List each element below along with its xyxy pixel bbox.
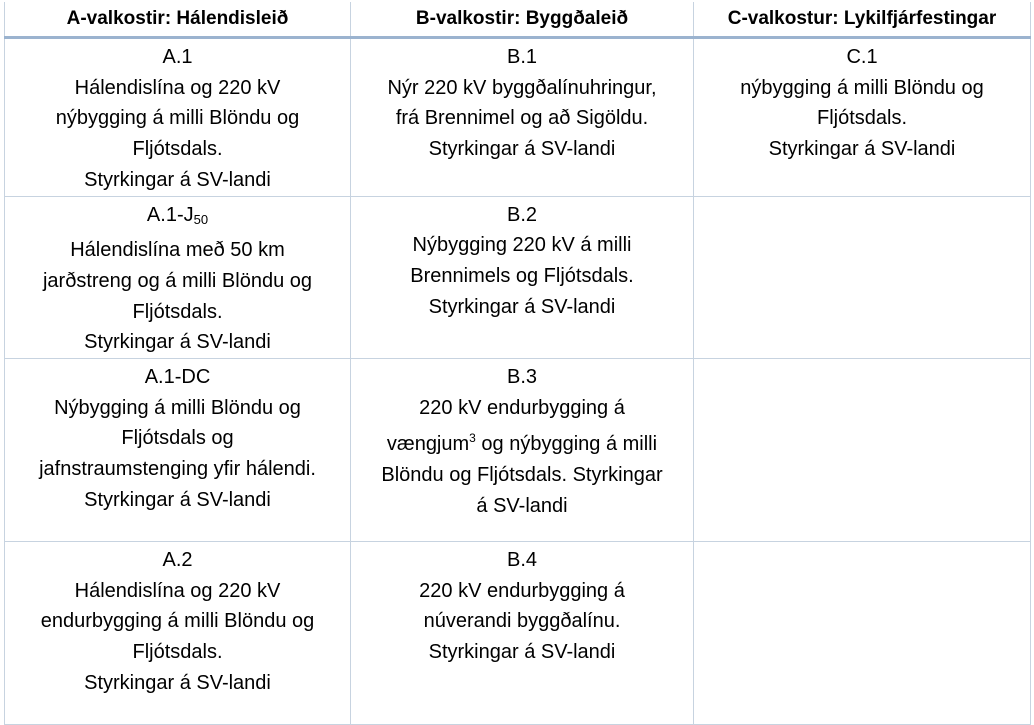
option-code: A.1 [162, 46, 193, 68]
option-b3-cell [351, 359, 694, 542]
option-description-line: Fljótsdals. [816, 107, 908, 130]
option-description-line [357, 423, 687, 460]
table-row [5, 196, 1031, 359]
option-description-line: Brennimels og Fljótsdals. [410, 264, 634, 287]
option-description-line: Hálendislína og 220 kV [74, 76, 281, 99]
option-b1-cell [351, 38, 694, 197]
option-description-line: Styrkingar á SV-landi [84, 331, 271, 354]
option-description-line: Styrkingar á SV-landi [84, 488, 271, 511]
header-b-options: B-valkostir: Byggðaleið [351, 2, 694, 38]
option-description-line: Styrkingar á SV-landi [428, 138, 616, 161]
header-a-options: A-valkostir: Hálendisleið [5, 2, 351, 38]
option-description-line: Styrkingar á SV-landi [84, 168, 271, 191]
table-row [5, 359, 1031, 542]
option-code-main: A.1-J [146, 203, 194, 226]
footnote-ref: 3 [469, 431, 476, 446]
option-description-line: endurbygging á milli Blöndu og [40, 610, 315, 633]
option-description-line: Fljótsdals. [132, 138, 223, 161]
option-description-line: 220 kV endurbygging á [419, 579, 625, 602]
option-description-line: 220 kV endurbygging á [419, 396, 625, 419]
empty-cell [694, 196, 1031, 359]
option-description-line: jafnstraumstenging yfir hálendi. [39, 458, 316, 481]
empty-cell [694, 359, 1031, 542]
option-description-line: Nýbygging á milli Blöndu og [54, 396, 301, 419]
option-description-line: Fljótsdals. [132, 641, 223, 664]
option-b4-cell [351, 542, 694, 725]
option-description-line: Nýr 220 kV byggðalínuhringur, [387, 76, 657, 99]
option-code: B.2 [506, 203, 538, 226]
text-fragment: vængjum [386, 433, 470, 456]
header-row [5, 2, 1031, 38]
option-description-line: frá Brennimel og að Sigöldu. [395, 107, 649, 130]
options-table [4, 2, 1031, 725]
option-code: C.1 [846, 46, 878, 68]
option-description-line: nýbygging á milli Blöndu og [740, 76, 984, 99]
option-description-line: Fljótsdals. [132, 300, 223, 323]
option-code: B.4 [506, 549, 538, 572]
option-c1-cell [694, 38, 1031, 197]
header-c-options: C-valkostur: Lykilfjárfestingar [694, 2, 1031, 38]
option-code: A.2 [162, 549, 193, 572]
option-description-line: Styrkingar á SV-landi [768, 138, 956, 161]
option-description-line: Blöndu og Fljótsdals. Styrkingar [381, 464, 663, 487]
table-row [5, 542, 1031, 725]
option-code: A.1-DC [144, 366, 211, 389]
option-description-line: núverandi byggðalínu. [423, 610, 621, 633]
option-description-line: á SV-landi [476, 494, 568, 517]
option-a1-dc-cell [5, 359, 351, 542]
option-description-line: nýbygging á milli Blöndu og [55, 107, 300, 130]
option-code: B.3 [506, 366, 538, 389]
option-b2-cell [351, 196, 694, 359]
empty-cell [694, 542, 1031, 725]
option-code-subscript: 50 [193, 211, 209, 227]
option-description-line: jarðstreng og á milli Blöndu og [42, 269, 313, 292]
option-description-line: Styrkingar á SV-landi [84, 671, 271, 694]
option-a1-cell [5, 38, 351, 197]
text-fragment: og nýbygging á milli [475, 433, 658, 456]
option-description-line: Styrkingar á SV-landi [428, 641, 616, 664]
option-description-line: Hálendislína og 220 kV [74, 579, 281, 602]
option-description-line: Styrkingar á SV-landi [428, 295, 616, 318]
option-description-line: Fljótsdals og [121, 427, 234, 450]
option-description-line: Hálendislína með 50 km [70, 239, 285, 262]
option-description-line: Nýbygging 220 kV á milli [412, 234, 632, 257]
option-code: B.1 [506, 46, 538, 68]
option-a1-j50-cell [5, 196, 351, 359]
option-a2-cell [5, 542, 351, 725]
option-code [11, 200, 344, 236]
table-row [5, 38, 1031, 197]
